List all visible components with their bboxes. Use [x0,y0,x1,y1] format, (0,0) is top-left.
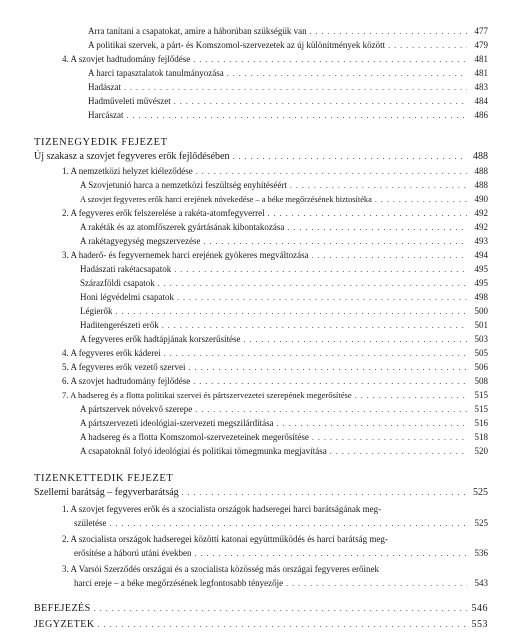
dot-leader [162,319,467,333]
dot-leader [375,193,467,207]
chapter-title[interactable] [34,486,488,500]
toc-entry-text: 4. A fegyveres erők káderei [62,348,161,358]
dot-leader [330,445,467,459]
toc-entry-line[interactable]: 2. A szocialista országok hadseregei közötti katonai együttműködés és harci barátság meg- [62,534,388,544]
toc-entry-text: Légierők [80,306,113,316]
toc-page-number: 500 [474,306,488,316]
toc-page-number: 483 [474,82,488,92]
chapter-title-text: Szellemi barátság – fegyverbarátság [34,487,179,498]
dot-leader [174,95,467,109]
toc-page-number: 492 [474,208,488,218]
toc-entry-text: 2. A fegyveres erők felszerelése a rakéta-atomfegyverrel [62,208,265,218]
toc-entry-line[interactable]: 3. A Varsói Szerződés országai és a szocialista közösség más országai fegyveres erőinek [62,564,379,574]
toc-page-number: 484 [474,96,488,106]
toc-entry[interactable] [80,402,488,416]
dot-leader [124,81,467,95]
dot-leader [174,263,467,277]
toc-page-number: 503 [474,334,488,344]
toc-entry[interactable] [80,304,488,318]
toc-entry[interactable] [62,52,488,66]
toc-entry[interactable] [80,262,488,276]
toc-entry[interactable] [88,94,488,108]
toc-entry[interactable] [88,24,488,38]
toc-entry[interactable] [62,248,488,262]
toc-page-number: 536 [474,548,488,558]
toc-page-number: 515 [474,404,488,414]
toc-page-number: 525 [473,487,488,498]
toc-page-number: 553 [471,619,488,630]
dot-leader [286,577,467,591]
dot-leader [188,361,467,375]
toc-entry-text: 6. A szovjet hadtudomány fejlődése [62,376,191,386]
toc-entry[interactable] [62,388,488,402]
toc-entry[interactable] [80,430,488,444]
toc-entry-text: A szovjet fegyveres erők harci erejének növekedése – a béke megőrzésének biztosítéka [80,195,372,204]
toc-page-number: 501 [474,320,488,330]
dot-leader [194,547,467,561]
toc-entry[interactable] [80,192,488,206]
toc-entry-text: A pártszervek növekvő szerepe [80,404,193,414]
toc-entry-text: Honi légvédelmi csapatok [80,292,174,302]
toc-entry-text: BEFEJEZÉS [34,603,91,614]
dot-leader [355,389,467,403]
toc-entry-text: Haditengerészeti erők [80,320,159,330]
toc-entry-text: A rakétagyegység megszervezése [80,236,201,246]
toc-page-number: 495 [474,278,488,288]
toc-page-number: 494 [474,250,488,260]
toc-entry-text: 4. A szovjet hadtudomány fejlődése [62,54,191,64]
toc-page-number: 477 [474,26,488,36]
toc-entry[interactable] [74,516,488,530]
toc-page-number: 493 [474,236,488,246]
toc-entry-text: JEGYZETEK [34,619,95,630]
toc-entry-text: Hadászat [88,82,121,92]
dot-leader [243,333,467,347]
toc-page-number: 508 [474,376,488,386]
toc-entry-text: A fegyveres erők hadtápjának korszerűsítése [80,334,241,344]
toc-page-number: 495 [474,264,488,274]
dot-leader [193,53,467,67]
toc-entry[interactable] [80,444,488,458]
toc-entry-text: 5. A fegyveres erők vezető szervei [62,362,186,372]
dot-leader [98,618,467,632]
chapter-title-text: Új szakasz a szovjet fegyveres erők fejlődésében [34,151,230,162]
chapter-heading: TIZENKETTEDIK FEJEZET [34,473,174,484]
dot-leader [109,517,467,531]
toc-entry-text: harci ereje – a béke megőrzésének legfontosabb tényezője [74,578,284,588]
toc-entry[interactable] [62,346,488,360]
toc-entry-text: Hadászati rakétacsapatok [80,264,172,274]
toc-entry[interactable] [88,38,488,52]
dot-leader [227,67,467,81]
toc-entry-text: A csapatoknál folyó ideológiai és politikai tömegmunka megjavítása [80,446,327,456]
toc-page-number: 546 [471,603,488,614]
dot-leader [164,347,467,361]
toc-page-number: 481 [474,68,488,78]
dot-leader [115,305,467,319]
toc-page-number: 505 [474,348,488,358]
toc-entry-text: születése [74,518,107,528]
toc-entry-text: A politikai szervek, a párt- és Komszomol-szervezetek az új különítmények között [88,40,386,50]
chapter-heading: TIZENEGYEDIK FEJEZET [34,137,168,148]
dot-leader [388,39,467,53]
toc-page-number: 498 [474,292,488,302]
dot-leader [193,375,467,389]
dot-leader [312,431,467,445]
dot-leader [182,486,467,500]
toc-entry[interactable] [88,108,488,122]
dot-leader [94,602,467,616]
dot-leader [126,109,467,123]
toc-entry[interactable] [88,80,488,94]
toc-entry[interactable] [62,360,488,374]
toc-page-number: 479 [474,40,488,50]
toc-page-number: 486 [474,110,488,120]
toc-entry[interactable] [80,178,488,192]
toc-entry-text: erősítése a háború utáni években [74,548,192,558]
toc-entry[interactable] [62,164,488,178]
toc-entry-text: Harcászat [88,110,124,120]
dot-leader [196,165,467,179]
toc-entry-text: Hadműveleti művészet [88,96,171,106]
toc-entry[interactable] [62,206,488,220]
toc-entry-text: Arra tanítani a csapatokat, amire a háborúban szükségük van [88,26,307,36]
toc-page-number: 488 [473,151,488,162]
toc-entry[interactable] [80,318,488,332]
toc-entry-conclusion[interactable] [34,602,488,616]
toc-entry[interactable] [80,416,488,430]
dot-leader [158,277,467,291]
toc-entry-text: Szárazföldi csapatok [80,278,155,288]
toc-entry[interactable] [74,546,488,560]
toc-entry-text: A harci tapasztalatok tanulmányozása [88,68,224,78]
toc-entry-text: 3. A haderő- és fegyvernemek harci erejének gyökeres megváltozása [62,250,309,260]
toc-entry-text: 1. A nemzetközi helyzet kiéleződése [62,166,193,176]
toc-entry[interactable] [80,332,488,346]
toc-entry-text: A pártszervezeti ideológiai-szervezeti megszilárdítása [80,418,274,428]
toc-page-number: 492 [474,222,488,232]
dot-leader [177,291,467,305]
toc-entry-text: A Szovjetunió harca a nemzetközi feszültség enyhítéséért [80,180,287,190]
dot-leader [232,150,467,164]
toc-page-number: 525 [474,518,488,528]
toc-page-number: 490 [474,194,488,204]
dot-leader [290,179,467,193]
dot-leader [312,249,467,263]
dot-leader [310,25,467,39]
toc-page-number: 518 [474,432,488,442]
toc-entry-line[interactable]: 1. A szovjet fegyveres erők és a szocialista országok hadseregei harci barátságának meg- [62,504,382,514]
toc-entry[interactable] [74,576,488,590]
toc-entry[interactable] [80,290,488,304]
toc-page-number: 481 [474,54,488,64]
dot-leader [277,417,467,431]
toc-page-number: 506 [474,362,488,372]
dot-leader [195,403,467,417]
toc-page-number: 515 [474,390,488,400]
dot-leader [287,221,467,235]
toc-page-number: 488 [474,166,488,176]
toc-page-number: 488 [474,180,488,190]
toc-page-number: 543 [474,578,488,588]
toc-entry-text: A hadsereg és a flotta Komszomol-szervezeteinek megerősítése [80,432,309,442]
chapter-title[interactable] [34,150,488,164]
toc-entry[interactable] [80,276,488,290]
toc-entry[interactable] [62,374,488,388]
toc-entry[interactable] [80,220,488,234]
toc-page-number: 520 [474,446,488,456]
toc-entry-text: A rakéták és az atomfőszerek gyártásának kibontakozása [80,222,285,232]
toc-entry-notes[interactable] [34,618,488,632]
toc-entry[interactable] [80,234,488,248]
dot-leader [268,207,467,221]
dot-leader [203,235,467,249]
toc-page-number: 516 [474,418,488,428]
toc-entry-text: 7. A hadsereg és a flotta politikai szervei és pártszervezetei szerepének megerősítése [62,390,352,400]
toc-entry[interactable] [88,66,488,80]
